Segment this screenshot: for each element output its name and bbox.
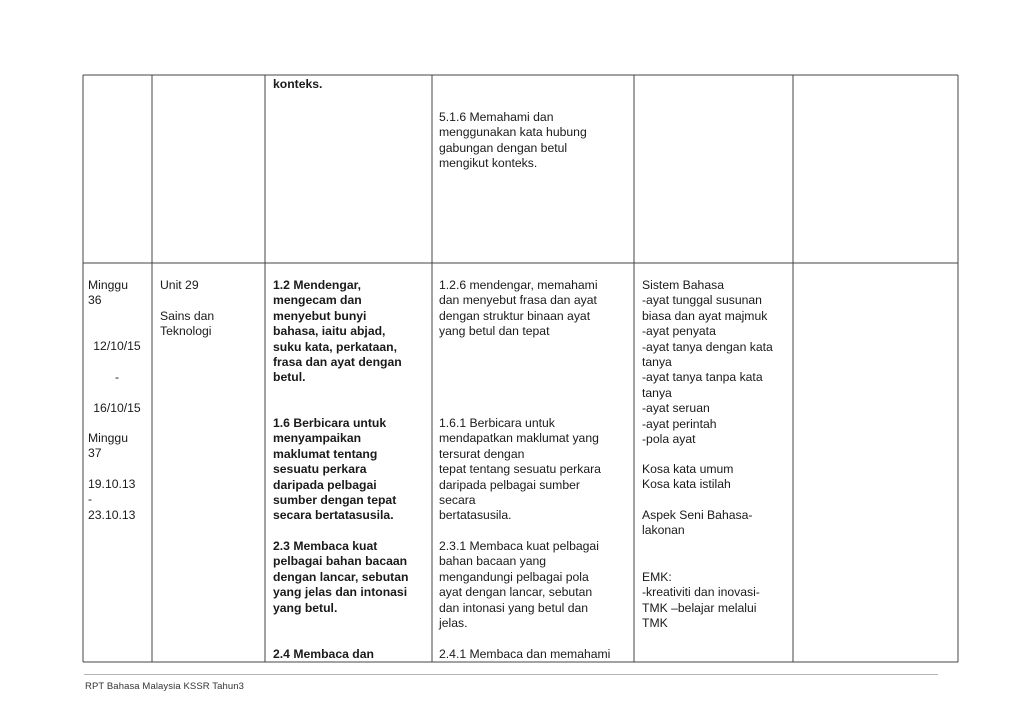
week-a-date-separator: - [114, 370, 120, 385]
learning-standard-1-6-1: 1.6.1 Berbicara untuk mendapatkan maklumat yang tersurat dengan tepat tentang sesuatu perkara daripada pelbagai sumber secara bertatasusila. [439, 416, 601, 523]
row1-standard-cell: konteks. [273, 77, 323, 91]
footer-divider [84, 674, 938, 675]
content-standard-1-6: 1.6 Berbicara untuk menyampaikan maklumat tentang sesuatu perkara daripada pelbagai sumber dengan tepat secara bertatasusila. [273, 416, 397, 523]
week-a-label: Minggu 36 [88, 278, 128, 308]
content-standard-2-4: 2.4 Membaca dan [273, 647, 374, 661]
content-standard-2-3: 2.3 Membaca kuat pelbagai bahan bacaan dengan lancar, sebutan yang jelas dan intonasi yang betul. [273, 539, 409, 615]
week-a-date-end: 16/10/15 [93, 401, 141, 416]
learning-standard-1-2-6: 1.2.6 mendengar, memahami dan menyebut frasa dan ayat dengan struktur binaan ayat yang betul dan tepat [439, 278, 598, 339]
learning-standard-2-3-1: 2.3.1 Membaca kuat pelbagai bahan bacaan yang mengandungi pelbagai pola ayat dengan lancar, sebutan dan intonasi yang betul dan jelas. [439, 539, 599, 631]
learning-standard-2-4-1: 2.4.1 Membaca dan memahami [439, 647, 611, 661]
kosa-kata-notes: Kosa kata umum Kosa kata istilah [642, 462, 734, 492]
week-b-dates: 19.10.13 - 23.10.13 [88, 477, 136, 522]
week-a-date-start: 12/10/15 [93, 339, 141, 354]
aspek-seni-bahasa-notes: Aspek Seni Bahasa- lakonan [642, 508, 753, 538]
week-a-dates [84, 324, 150, 432]
unit-label: Unit 29 [160, 278, 199, 292]
week-b-label: Minggu 37 [88, 431, 128, 461]
footer-label: RPT Bahasa Malaysia KSSR Tahun3 [85, 681, 245, 692]
content-standard-1-2: 1.2 Mendengar, mengecam dan menyebut bunyi bahasa, iaitu abjad, suku kata, perkataan, frasa dan ayat dengan betul. [273, 278, 402, 385]
emk-notes: EMK: -kreativiti dan inovasi- TMK –belajar melalui TMK [642, 570, 760, 631]
theme-label: Sains dan Teknologi [160, 309, 215, 339]
sistem-bahasa-notes: Sistem Bahasa -ayat tunggal susunan biasa dan ayat majmuk -ayat penyata -ayat tanya dengan kata tanya -ayat tanya tanpa kata tanya -ayat seruan -ayat perintah -pola ayat [642, 278, 773, 447]
row1-learning-standard-cell: 5.1.6 Memahami dan menggunakan kata hubung gabungan dengan betul mengikut konteks. [439, 110, 587, 171]
